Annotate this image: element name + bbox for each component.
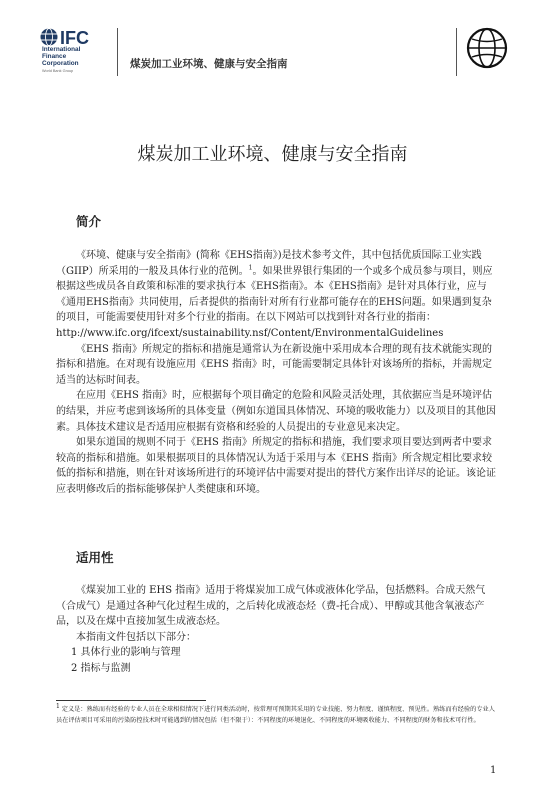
ifc-logo-group: World Bank Group [42,69,74,73]
list-item: 2 指标与监测 [71,662,131,674]
section-heading-applicability: 适用性 [76,550,114,565]
page-number: 1 [490,765,497,776]
footnote [56,702,498,726]
ifc-logo [40,27,102,79]
section-heading-intro: 简介 [76,214,102,229]
ifc-logo-text [42,47,80,67]
header-title: 煤炭加工业环境、健康与安全指南 [130,58,288,70]
applicability-paragraph-1: 《煤炭加工业的 EHS 指南》适用于将煤炭加工成气体或液体化学品，包括燃料。合成天然气（合成气）是通过各种气化过程生成的，之后转化成液态烃（费-托合成）、甲醇或其他含氧液态产品，以及在煤中直接加氢生成液态烃。 [56,585,486,628]
ifc-logo-line: Finance [42,52,67,60]
ifc-globe-icon [40,27,102,47]
intro-paragraph-3: 在应用《EHS 指南》时，应根据每个项目确定的危险和风险灵活处理，其依据应当是环境评估的结果，并应考虑到该场所的具体变量（例如东道国具体情况、环境的吸收能力）以及项目的其他因素。具体技术建议是否适用应根据有资格和经验的人员提出的专业意见来决定。 [56,390,496,433]
applicability-paragraph-2: 本指南文件包括以下部分： [76,631,196,643]
list-item: 1 具体行业的影响与管理 [71,647,181,659]
intro-paragraph-1 [56,248,498,342]
intro-paragraph-2: 《EHS 指南》所规定的指标和措施是通常认为在新设施中采用成本合理的现有技术就能实现的指标和措施。在对现有设施应用《EHS 指南》时，可能需要制定具体针对该场所的指标，并需规定适当的达标时间表。 [56,343,493,386]
intro-paragraph-4: 如果东道国的规则不同于《EHS 指南》所规定的指标和措施，我们要求项目要达到两者中要求较高的指标和措施。如果根据项目的具体情况认为适于采用与本《EHS 指南》所含规定相比要求较低的指标和措施，则在针对该场所进行的环境评估中需要对提出的替代方案作出详尽的论证。该论证应表明修改后的指标能够保护人类健康和环境。 [56,437,496,495]
intro-p1-text-b: 。如果世界银行集团的一个或多个成员参与项目，则应根据这些成员各自政策和标准的要求执行本《EHS指南》。本《EHS指南》是针对具体行业，应与《通用EHS指南》共同使用，后者提供的指南针对所有行业都可能存在的EHS问题。如果遇到复杂的项目，可能需要使用针对多个行业的指南。在以下网站可以找到针对各行业的指南：http://www.ifc.org/ifcext/sustainability.nsf/Content/EnvironmentalGuidelines [56,265,493,339]
intro-section-body [56,248,498,498]
header-divider-left [117,28,118,76]
footnote-text: 定义是：熟练而有经验的专业人员在全球相似情况下进行同类活动时，按常理可预期其采用的专业技能、努力程度、谨慎程度、预见性。熟练而有经验的专业人员在评估项目可采用的污染防控技术时可能遇到的情况包括（但不限于）：不同程度的环境退化、不同程度的环境吸收能力、不同程度的财务和技术可行性。 [56,706,495,724]
intro-p1-text-a: 《环境、健康与安全指南》(简称《EHS指南》)是技术参考文件，其中包括优质国际工业实践（GIIP）所采用的一般及具体行业的范例。 [56,250,482,277]
ifc-logo-line: Corporation [42,59,79,67]
ifc-logo-mark: IFC [60,28,89,47]
footnote-divider [56,700,206,701]
footnote-mark: 1 [56,702,60,710]
document-title: 煤炭加工业环境、健康与安全指南 [137,144,408,165]
world-bank-globe-icon [466,27,508,69]
footnote-ref[interactable]: 1 [248,264,253,272]
ifc-logo-line: International [42,46,81,53]
applicability-section-body [56,583,498,677]
page-header [0,0,545,85]
header-divider-right [456,28,457,76]
